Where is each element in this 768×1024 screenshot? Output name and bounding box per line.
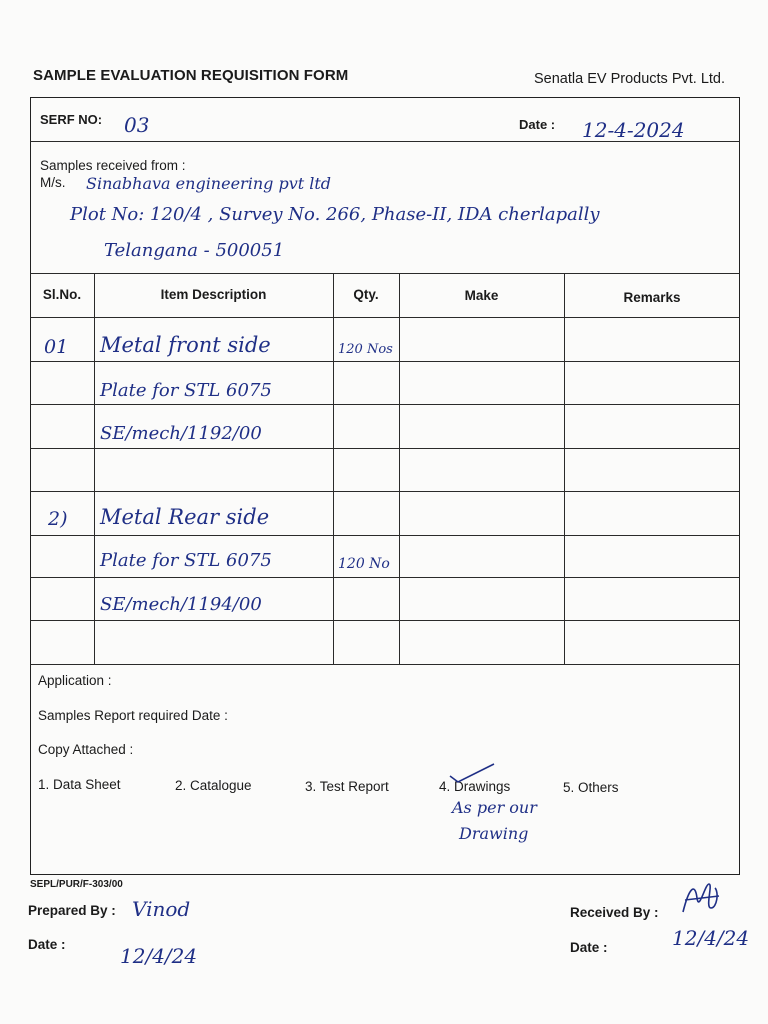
- divider: [30, 448, 740, 449]
- supplier-state[interactable]: Telangana - 500051: [104, 240, 285, 261]
- divider: [30, 361, 740, 362]
- serf-number[interactable]: 03: [124, 113, 150, 137]
- col-header-slno: Sl.No.: [42, 287, 82, 302]
- copy-attached-label: Copy Attached :: [38, 742, 134, 757]
- divider: [30, 664, 740, 665]
- column-divider: [564, 273, 565, 664]
- col-header-make: Make: [464, 288, 499, 303]
- col-header-item: Item Description: [160, 287, 267, 302]
- prepared-date-value[interactable]: 12/4/24: [120, 944, 198, 968]
- divider: [30, 577, 740, 578]
- option-test-report[interactable]: 3. Test Report: [305, 779, 389, 794]
- divider: [30, 273, 740, 274]
- divider: [30, 535, 740, 536]
- row-6-qty[interactable]: 120 No: [338, 556, 390, 572]
- row-5-desc[interactable]: Metal Rear side: [100, 505, 270, 529]
- prepared-by-signature[interactable]: Vinod: [132, 897, 191, 921]
- option-others[interactable]: 5. Others: [563, 780, 619, 795]
- checkmark-icon: [448, 762, 498, 784]
- received-by-signature: [675, 878, 725, 922]
- col-header-qty: Qty.: [353, 287, 379, 302]
- row-6-desc[interactable]: Plate for STL 6075: [100, 550, 272, 571]
- date-label: Date :: [519, 117, 556, 132]
- received-date-label: Date :: [570, 940, 608, 955]
- row-2-desc[interactable]: Plate for STL 6075: [100, 380, 272, 401]
- serf-label: SERF NO:: [40, 112, 103, 127]
- drawings-note-line2[interactable]: Drawing: [459, 824, 529, 843]
- company-name: Senatla EV Products Pvt. Ltd.: [534, 71, 726, 87]
- samples-received-label: Samples received from :: [40, 158, 186, 173]
- row-5-slno[interactable]: 2): [48, 508, 68, 530]
- received-date-value[interactable]: 12/4/24: [672, 926, 750, 950]
- form-title: SAMPLE EVALUATION REQUISITION FORM: [33, 67, 349, 84]
- row-7-desc[interactable]: SE/mech/1194/00: [100, 594, 262, 615]
- column-divider: [94, 273, 95, 664]
- option-drawings[interactable]: 4. Drawings: [439, 779, 511, 794]
- ms-label: M/s.: [40, 175, 66, 190]
- col-header-remarks: Remarks: [623, 290, 681, 305]
- option-catalogue[interactable]: 2. Catalogue: [175, 778, 252, 793]
- divider: [30, 620, 740, 621]
- document-code: SEPL/PUR/F-303/00: [30, 879, 123, 890]
- divider: [30, 317, 740, 318]
- application-label: Application :: [38, 673, 112, 688]
- row-1-slno[interactable]: 01: [44, 336, 69, 358]
- divider: [30, 491, 740, 492]
- row-1-desc[interactable]: Metal front side: [100, 333, 271, 357]
- supplier-address[interactable]: Plot No: 120/4 , Survey No. 266, Phase-II, IDA cherlapally: [70, 204, 600, 225]
- row-1-qty[interactable]: 120 Nos: [338, 342, 393, 357]
- column-divider: [333, 273, 334, 664]
- drawings-note-line1[interactable]: As per our: [452, 798, 537, 817]
- received-by-label: Received By :: [570, 905, 659, 920]
- divider: [30, 404, 740, 405]
- prepared-date-label: Date :: [28, 937, 66, 952]
- prepared-by-label: Prepared By :: [28, 903, 116, 918]
- supplier-name[interactable]: Sinabhava engineering pvt ltd: [86, 174, 332, 193]
- date-value[interactable]: 12-4-2024: [582, 118, 685, 142]
- row-3-desc[interactable]: SE/mech/1192/00: [100, 423, 262, 444]
- report-date-label: Samples Report required Date :: [38, 708, 228, 723]
- column-divider: [399, 273, 400, 664]
- option-data-sheet[interactable]: 1. Data Sheet: [38, 777, 121, 792]
